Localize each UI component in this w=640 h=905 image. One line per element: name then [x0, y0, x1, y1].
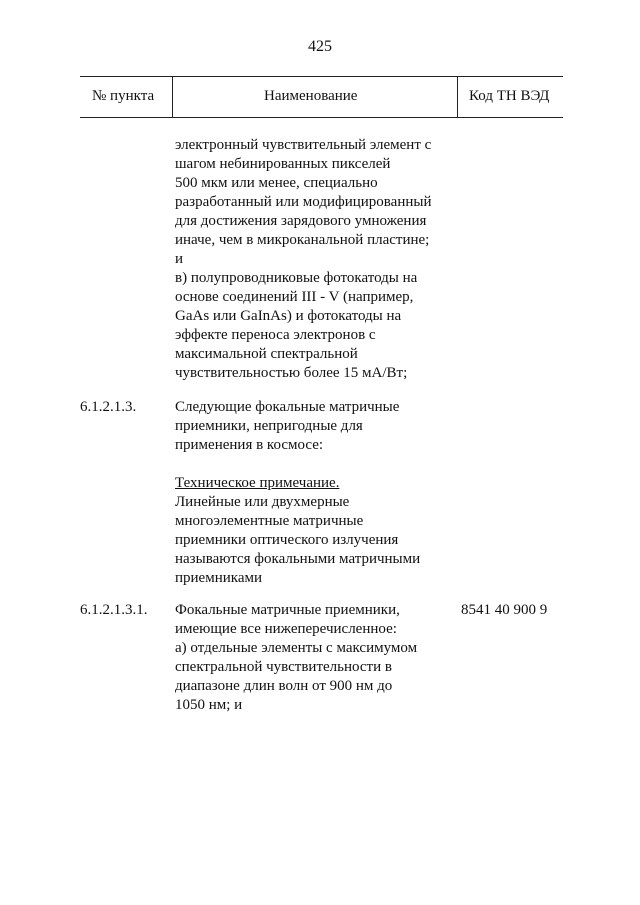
header-name: Наименование	[264, 88, 358, 104]
text-line: шагом небинированных пикселей	[175, 156, 391, 172]
text-line: Следующие фокальные матричные	[175, 399, 400, 415]
text-line: максимальной спектральной	[175, 346, 358, 362]
header-divider	[172, 76, 173, 117]
text-line: 500 мкм или менее, специально	[175, 175, 378, 191]
text-line: а) отдельные элементы с максимумом	[175, 640, 418, 656]
page-number: 425	[308, 38, 332, 55]
text-line: эффекте переноса электронов с	[175, 327, 376, 343]
row-number: 6.1.2.1.3.	[80, 399, 137, 415]
note-line: многоэлементные матричные	[175, 513, 364, 529]
row-text	[175, 398, 465, 588]
header-bottom-rule	[80, 117, 563, 118]
header-divider	[457, 76, 458, 117]
text-line: основе соединений III - V (например,	[175, 289, 414, 305]
text-line: приемники, непригодные для	[175, 418, 363, 434]
text-line: 1050 нм; и	[175, 697, 243, 713]
header-code: Код ТН ВЭД	[469, 88, 550, 104]
row-text	[175, 601, 465, 715]
text-line: чувствительностью более 15 мА/Вт;	[175, 365, 408, 381]
text-line: для достижения зарядового умножения	[175, 213, 427, 229]
text-line: иначе, чем в микроканальной пластине;	[175, 232, 430, 248]
blank-line	[175, 455, 465, 474]
text-line: имеющие все нижеперечисленное:	[175, 621, 397, 637]
text-line: в) полупроводниковые фотокатоды на	[175, 270, 418, 286]
text-line: электронный чувствительный элемент с	[175, 137, 432, 153]
note-line: Линейные или двухмерные	[175, 494, 350, 510]
row-number: 6.1.2.1.3.1.	[80, 602, 148, 618]
row-text	[175, 136, 465, 383]
header-number: № пункта	[92, 88, 155, 104]
header-top-rule	[80, 76, 563, 77]
row-code: 8541 40 900 9	[461, 602, 548, 618]
text-line: Фокальные матричные приемники,	[175, 602, 400, 618]
text-line: применения в космосе:	[175, 437, 324, 453]
technical-note-title: Техническое примечание.	[175, 475, 340, 491]
text-line: GaAs или GaInAs) и фотокатоды на	[175, 308, 402, 324]
note-line: приемники оптического излучения	[175, 532, 399, 548]
text-line: разработанный или модифицированный	[175, 194, 432, 210]
text-line: диапазоне длин волн от 900 нм до	[175, 678, 393, 694]
text-line: и	[175, 251, 184, 267]
note-line: называются фокальными матричными	[175, 551, 421, 567]
text-line: спектральной чувствительности в	[175, 659, 392, 675]
note-line: приемниками	[175, 570, 262, 586]
